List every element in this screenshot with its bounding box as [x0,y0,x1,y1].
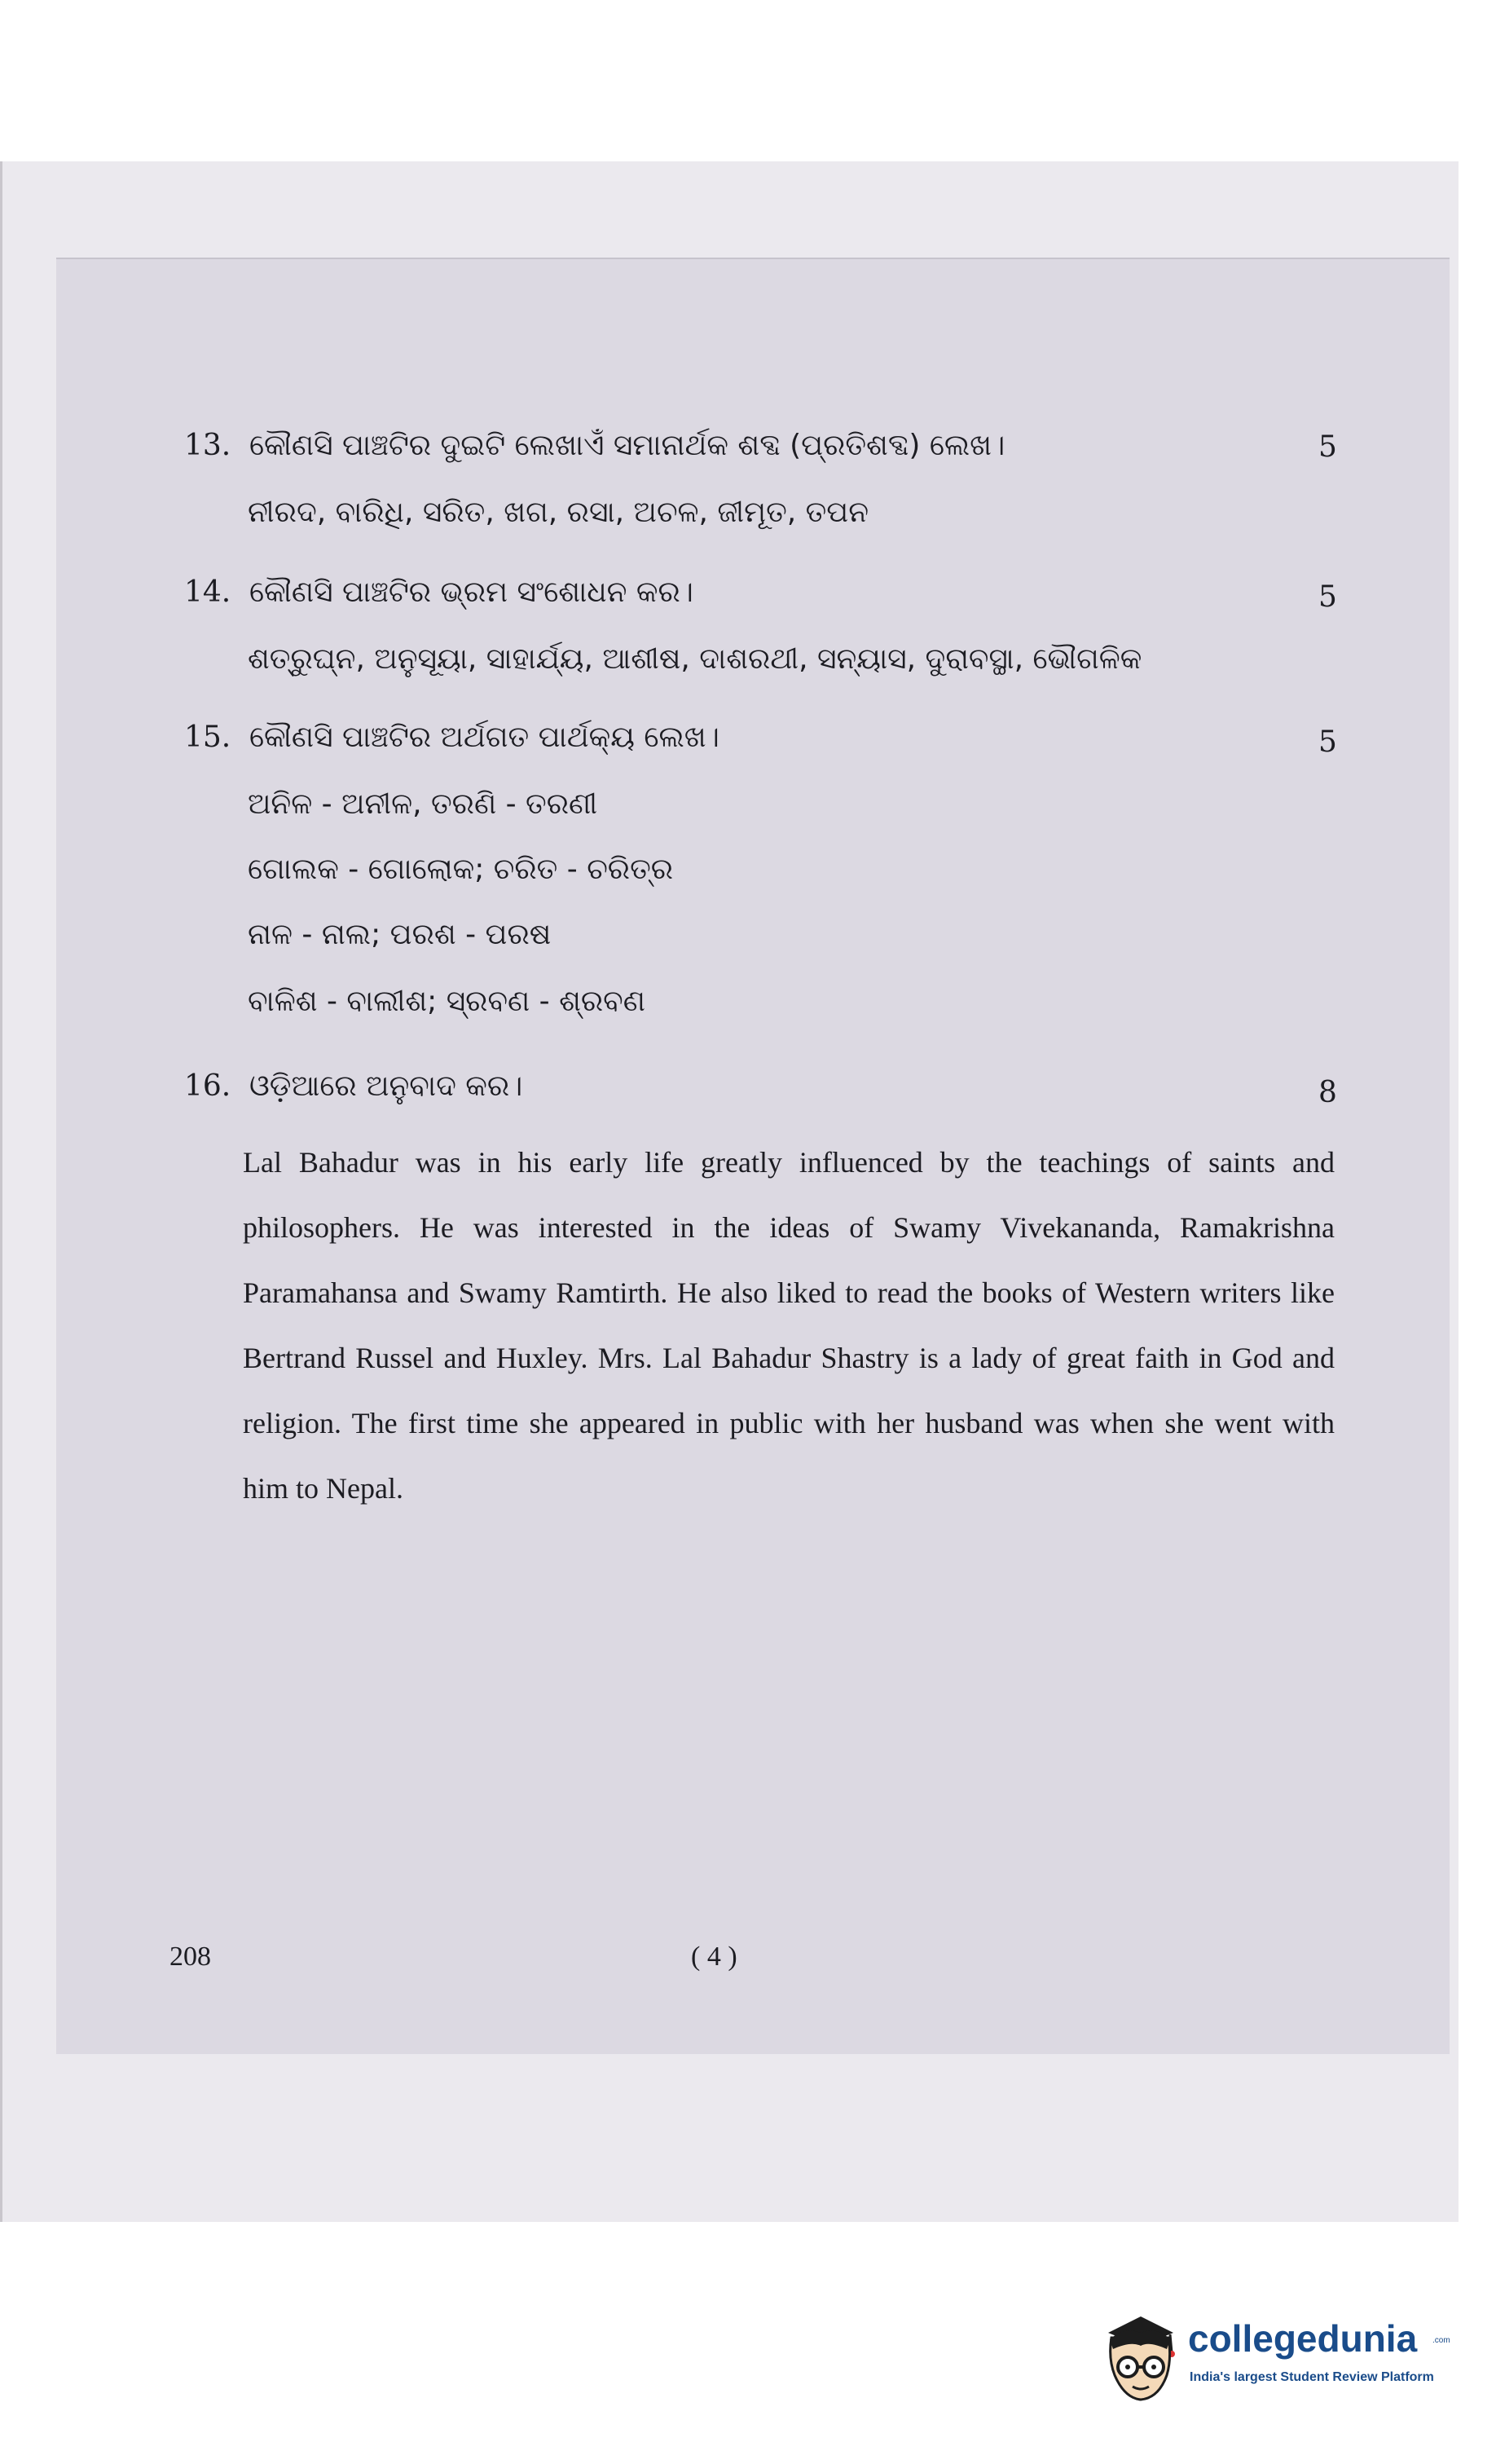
question-15-prompt: କୌଣସି ପାଞ୍ଚଟିର ଅର୍ଥଗତ ପାର୍ଥକ୍ୟ ଲେଖ। [249,721,719,754]
question-13-number: 13. [184,429,231,462]
question-14-number: 14. [184,575,231,609]
question-16-number: 16. [184,1069,231,1103]
question-16-marks: 8 [1318,1076,1337,1109]
question-14-marks: 5 [1318,580,1337,614]
question-14-words: ଶତ୍ରୁଘ୍ନ, ଅନୁସୂୟା, ସାହାର୍ଯ୍ୟ, ଆଶୀଷ, ଦାଶରଥୀ, ସନ୍ୟାସ, ଦୁରାବସ୍ଥା, ଭୌଗଳିକ [248,642,1142,676]
page-number: ( 4 ) [691,1942,737,1972]
logo-tagline: India's largest Student Review Platform [1190,2370,1434,2384]
collegedunia-logo [1092,2303,1450,2409]
question-16-passage: Lal Bahadur was in his early life greatly influenced by the teachings of saints and philosophers. He was interested in the ideas of Swamy Vivekananda, Ramakrishna Paramahansa and Swamy Ramtirth. He also liked to read the books of Western writers like Bertrand Russel and Huxley. Mrs. Lal Bahadur Shastry is a lady of great faith in God and religion. The first time she appeared in public with her husband was when she went with him to Nepal. [243,1146,1335,1505]
question-13-prompt: କୌଣସି ପାଞ୍ଚଟିର ଦୁଇଟି ଲେଖାଏଁ ସମାନାର୍ଥକ ଶବ୍ଦ (ପ୍ରତିଶବ୍ଦ) ଲେଖ। [249,429,1005,462]
question-14-prompt: କୌଣସି ପାଞ୍ଚଟିର ଭ୍ରମ ସଂଶୋଧନ କର। [249,575,693,609]
logo-wordmark: collegedunia [1188,2317,1418,2360]
question-15-marks: 5 [1318,725,1337,759]
question-15-pair-3: ନାଳ - ନାଲ; ପରଶ - ପରଷ [248,918,552,951]
question-13-marks: 5 [1318,430,1337,464]
question-13-words: ନୀରଦ, ବାରିଧି, ସରିତ, ଖଗ, ରସା, ଅଚଳ, ଜୀମୂତ, ତପନ [248,496,869,529]
logo-domain-suffix: .com [1432,2336,1450,2345]
question-16-prompt: ଓଡ଼ିଆରେ ଅନୁବାଦ କର। [249,1069,523,1103]
question-15-pair-4: ବାଳିଶ - ବାଲୀଶ; ସ୍ରବଣ - ଶ୍ରବଣ [248,985,645,1018]
question-15-number: 15. [184,721,231,754]
question-15-pair-2: ଗୋଲକ - ଗୋଲୋକ; ଚରିତ - ଚରିତ୍ର [248,853,674,886]
paper-code: 208 [169,1942,211,1972]
question-15-pair-1: ଅନିଳ - ଅନୀଳ, ତରଣି - ତରଣୀ [248,787,598,821]
student-mascot-icon [1092,2310,1181,2408]
